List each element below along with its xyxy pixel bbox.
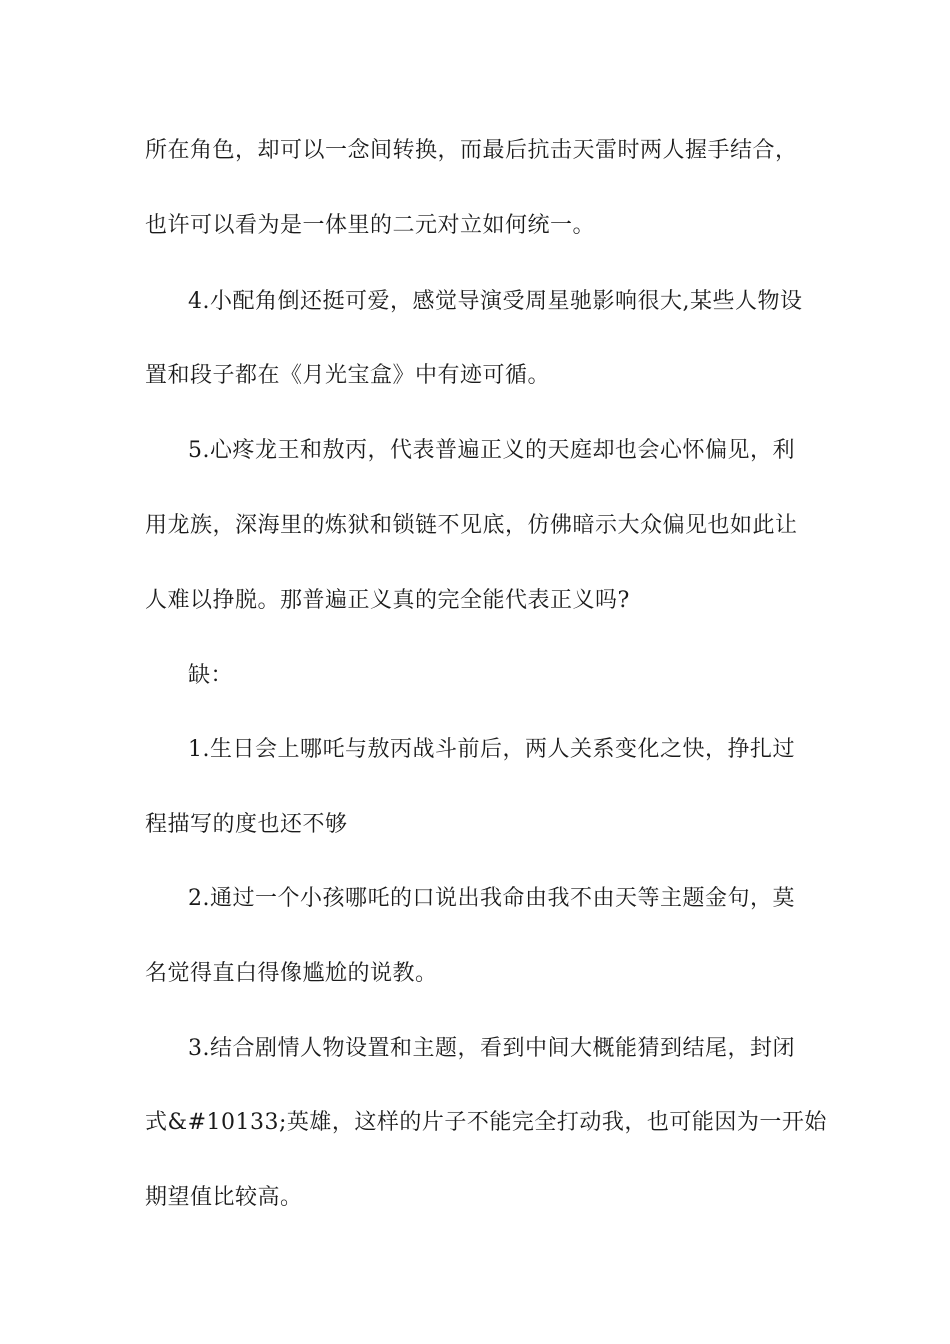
text-line: 名觉得直白得像尴尬的说教。 <box>145 961 438 986</box>
text-line: 人难以挣脱。那普遍正义真的完全能代表正义吗? <box>145 588 630 613</box>
text-line: 式&#10133;英雄，这样的片子不能完全打动我，也可能因为一开始 <box>145 1110 827 1135</box>
text-line: 程描写的度也还不够 <box>145 812 348 837</box>
text-line: 所在角色，却可以一念间转换，而最后抗击天雷时两人握手结合， <box>145 138 798 163</box>
list-item-2: 2.通过一个小孩哪吒的口说出我命由我不由天等主题金句，莫 <box>188 886 795 911</box>
text-line: 用龙族，深海里的炼狱和锁链不见底，仿佛暗示大众偏见也如此让 <box>145 513 798 538</box>
text-line: 期望值比较高。 <box>145 1185 303 1210</box>
text-line: 置和段子都在《月光宝盒》中有迹可循。 <box>145 363 551 388</box>
list-item-3: 3.结合剧情人物设置和主题，看到中间大概能猜到结尾，封闭 <box>188 1036 795 1061</box>
list-item-1: 1.生日会上哪吒与敖丙战斗前后，两人关系变化之快，挣扎过 <box>188 737 795 762</box>
section-heading-cons: 缺： <box>188 663 234 688</box>
text-line: 也许可以看为是一体里的二元对立如何统一。 <box>145 213 596 238</box>
list-item-4: 4.小配角倒还挺可爱，感觉导演受周星驰影响很大,某些人物设 <box>188 289 803 314</box>
list-item-5: 5.心疼龙王和敖丙，代表普遍正义的天庭却也会心怀偏见，利 <box>188 438 795 463</box>
